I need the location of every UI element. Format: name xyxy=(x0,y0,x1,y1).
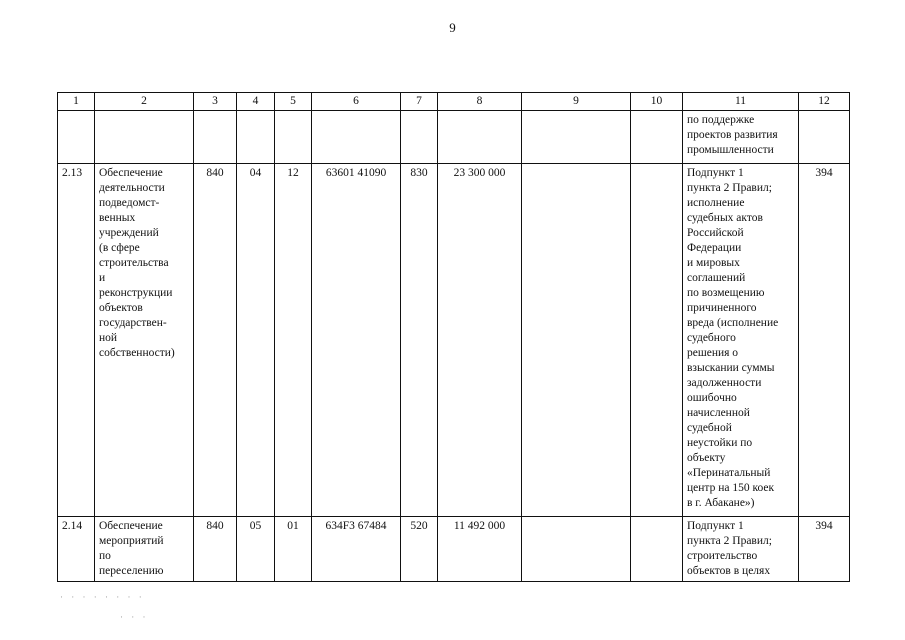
col-header-10: 10 xyxy=(631,93,683,111)
col-header-3: 3 xyxy=(194,93,237,111)
cell-col5: 12 xyxy=(275,164,312,517)
cell-basis: по поддержке проектов развития промышленности xyxy=(683,111,799,164)
cell-number: 2.13 xyxy=(58,164,95,517)
col-header-12: 12 xyxy=(799,93,850,111)
cell-col10 xyxy=(631,517,683,582)
cell-col6 xyxy=(312,111,401,164)
col-header-2: 2 xyxy=(95,93,194,111)
cell-col12 xyxy=(799,111,850,164)
scan-speckle: · · · · · · · · xyxy=(60,592,145,602)
cell-basis: Подпункт 1 пункта 2 Правил; исполнение судебных актов Российской Федерации и мировых соглашений по возмещению причиненного вреда (исполнение судебного решения о взыскании суммы задолженности ошибочно начисленной судебной неустойки по объекту «Перинатальный центр на 150 коек в г. Абакане») xyxy=(683,164,799,517)
cell-col5: 01 xyxy=(275,517,312,582)
cell-col4 xyxy=(237,111,275,164)
col-header-1: 1 xyxy=(58,93,95,111)
cell-col3: 840 xyxy=(194,164,237,517)
cell-col7: 830 xyxy=(401,164,438,517)
col-header-4: 4 xyxy=(237,93,275,111)
cell-col6: 63601 41090 xyxy=(312,164,401,517)
cell-col9 xyxy=(522,517,631,582)
cell-purpose xyxy=(95,111,194,164)
table-row xyxy=(58,111,850,164)
cell-amount xyxy=(438,111,522,164)
col-header-8: 8 xyxy=(438,93,522,111)
cell-col12: 394 xyxy=(799,164,850,517)
table-row xyxy=(58,517,850,582)
cell-col9 xyxy=(522,164,631,517)
col-header-6: 6 xyxy=(312,93,401,111)
cell-amount: 23 300 000 xyxy=(438,164,522,517)
cell-purpose: Обеспечение мероприятий по переселению xyxy=(95,517,194,582)
cell-col3: 840 xyxy=(194,517,237,582)
scan-speckle: · · · xyxy=(120,612,149,622)
column-number-row xyxy=(58,93,850,111)
col-header-9: 9 xyxy=(522,93,631,111)
col-header-11: 11 xyxy=(683,93,799,111)
cell-purpose: Обеспечение деятельности подведомст- венных учреждений (в сфере строительства и реконструкции объектов государствен- ной собственности) xyxy=(95,164,194,517)
table-row xyxy=(58,164,850,517)
cell-number: 2.14 xyxy=(58,517,95,582)
cell-col10 xyxy=(631,111,683,164)
cell-col7 xyxy=(401,111,438,164)
col-header-5: 5 xyxy=(275,93,312,111)
col-header-7: 7 xyxy=(401,93,438,111)
cell-col3 xyxy=(194,111,237,164)
cell-col4: 04 xyxy=(237,164,275,517)
cell-basis: Подпункт 1 пункта 2 Правил; строительство объектов в целях xyxy=(683,517,799,582)
cell-number xyxy=(58,111,95,164)
cell-col6: 634F3 67484 xyxy=(312,517,401,582)
cell-col12: 394 xyxy=(799,517,850,582)
budget-table xyxy=(57,92,850,582)
cell-col7: 520 xyxy=(401,517,438,582)
cell-col4: 05 xyxy=(237,517,275,582)
cell-col5 xyxy=(275,111,312,164)
cell-col10 xyxy=(631,164,683,517)
page-number: 9 xyxy=(449,20,456,35)
cell-col9 xyxy=(522,111,631,164)
cell-amount: 11 492 000 xyxy=(438,517,522,582)
